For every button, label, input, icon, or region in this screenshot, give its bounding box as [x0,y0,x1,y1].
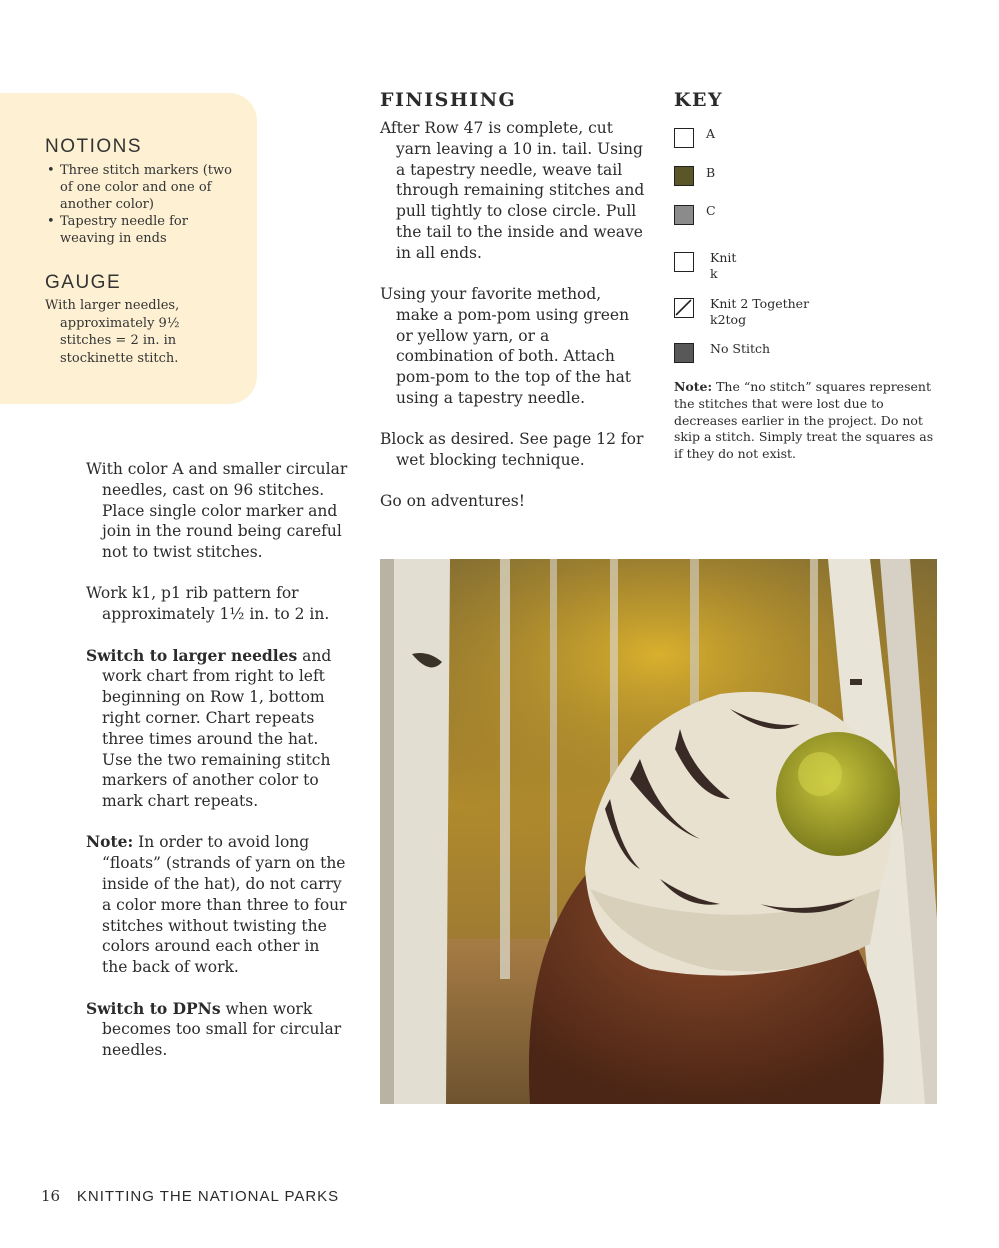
instruction-bold: Switch to larger needles [86,645,298,665]
page-footer [41,1187,339,1205]
key-heading: KEY [674,89,724,111]
instruction-text: In order to avoid long “floats” (strands of yarn on the inside of the hat), do not carry a color more than three to four stitches without twisting the colors around each other in the back of work. [102,833,347,977]
no-stitch-icon [674,343,694,363]
instruction-text: and work chart from right to left beginning on Row 1, bottom right corner. Chart repeats three times around the hat. Use the two remaining stitch markers of another color to mark chart repeats. [102,646,332,811]
key-note-text: The “no stitch” squares represent the stitches that were lost due to decreases earlier in the project. Do not skip a stitch. Simply treat the squares as if they do not exist. [674,379,934,462]
k2tog-icon [674,298,694,318]
hat-photo [380,559,937,1104]
instruction-paragraph: With color A and smaller circular needles, cast on 96 stitches. Place single color marker and join in the round being careful not to twist stitches. [86,460,348,562]
notions-list [45,162,245,247]
swatch-c-icon [674,205,694,225]
gauge-text: With larger needles, approximately 9½ stitches = 2 in. in stockinette stitch. [45,298,180,366]
swatch-a-icon [674,128,694,148]
book-title: KNITTING THE NATIONAL PARKS [76,1188,340,1205]
key-label-name: Knit 2 Together [710,296,810,311]
knit-icon [674,252,694,272]
key-label: C [706,203,716,218]
instruction-paragraph [86,832,348,978]
key-note [674,379,939,463]
instruction-paragraph [86,999,348,1061]
gauge-heading: GAUGE [45,272,122,293]
key-note-bold: Note: [674,379,713,394]
finishing-paragraph: Using your favorite method, make a pom-pom using green or yellow yarn, or a combination of both. Attach pom-pom to the top of the hat using a tapestry needle. [380,285,632,408]
finishing-paragraph: After Row 47 is complete, cut yarn leaving a 10 in. tail. Using a tapestry needle, weave tail through remaining stitches and pull tightly to close circle. Pull the tail to the inside and weave in all ends. [380,119,645,262]
instruction-paragraph [86,646,348,812]
key-label-name: Knit [710,250,737,265]
key-label: No Stitch [710,341,771,356]
key-label-abbrev: k2tog [710,312,747,327]
key-label [710,250,736,282]
instruction-paragraph: Work k1, p1 rib pattern for approximately 1½ in. to 2 in. [86,584,330,624]
key-label-abbrev: k [710,266,718,281]
finishing-paragraph: Block as desired. See page 12 for wet blocking technique. [380,430,644,470]
page-number: 16 [41,1187,61,1205]
instruction-bold: Switch to DPNs [86,998,221,1018]
finishing-heading: FINISHING [380,89,517,111]
instruction-bold: Note: [86,832,134,852]
notions-heading: NOTIONS [45,136,143,157]
instruction-text: when work becomes too small for circular needles. [102,999,342,1060]
key-label: A [706,126,716,141]
instructions-column [86,459,348,1081]
finishing-column [380,118,648,533]
key-label [710,296,809,328]
notions-item: • Three stitch markers (two of one color and one of another color) [45,162,245,213]
swatch-b-icon [674,166,694,186]
notions-item: • Tapestry needle for weaving in ends [45,213,245,247]
finishing-paragraph: Go on adventures! [380,492,525,511]
key-label: B [706,165,716,180]
